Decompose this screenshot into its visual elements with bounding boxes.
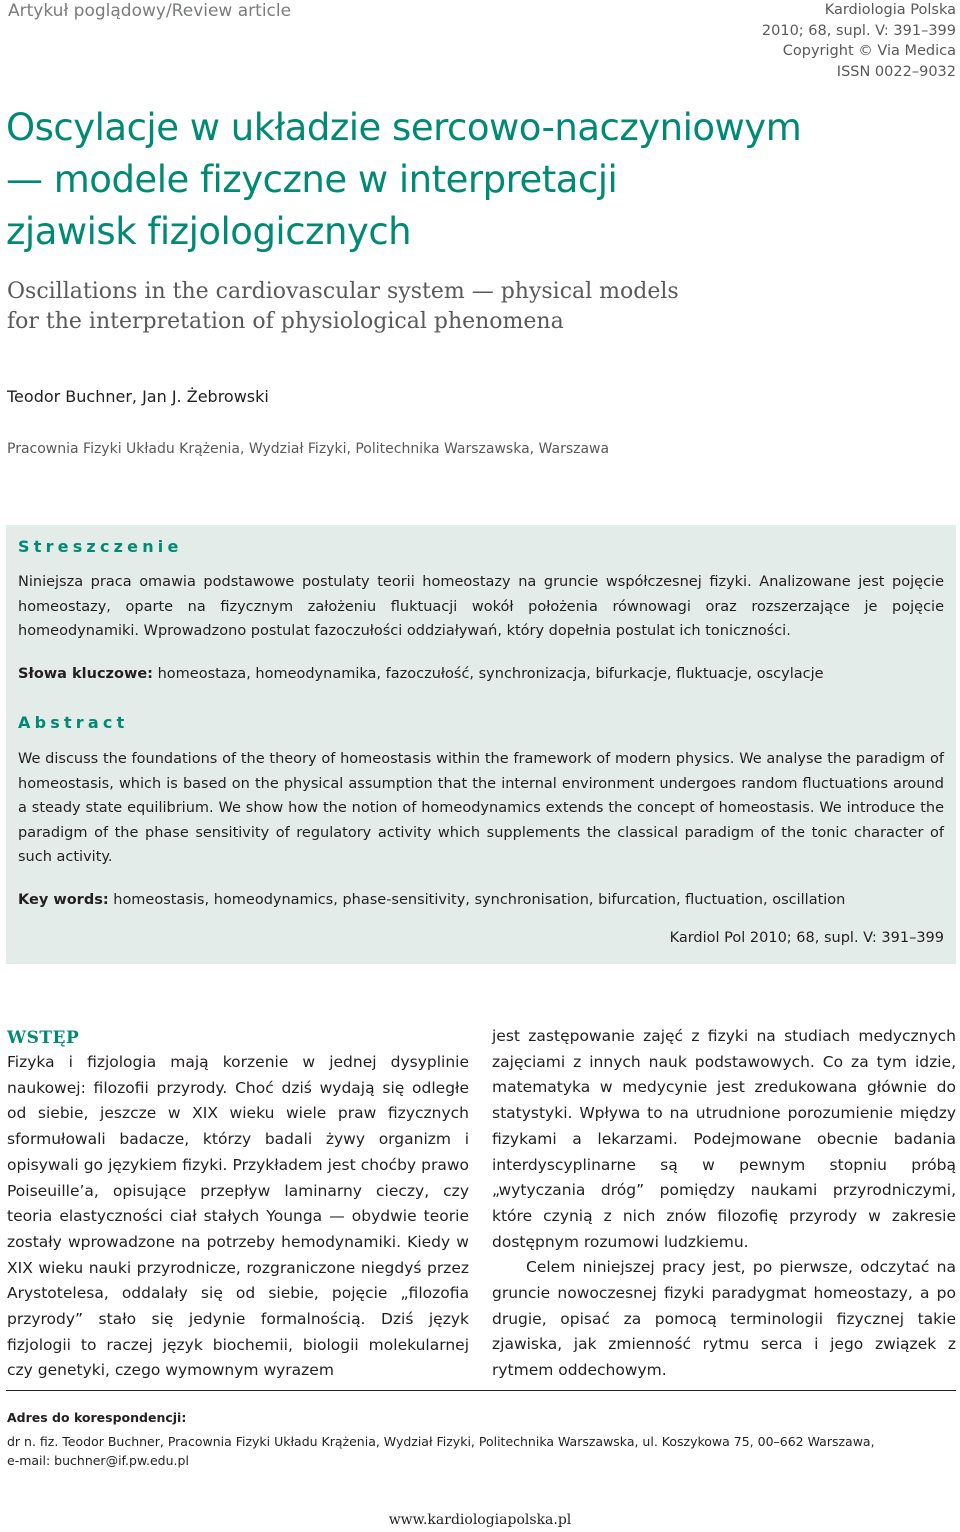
correspondence-label: Adres do korespondencji: [7, 1410, 187, 1425]
intro-left-column [7, 1050, 469, 1384]
authors: Teodor Buchner, Jan J. Żebrowski [7, 387, 269, 406]
keywords-list: homeostaza, homeodynamika, fazoczułość, synchronizacja, bifurkacje, fluktuacje, oscylacje [157, 666, 824, 682]
title-line: — modele fizyczne w interpretacji [6, 158, 618, 201]
english-keywords [18, 888, 944, 912]
intro-paragraph: jest zastępowanie zajęć z fizyki na studiach medycznych zajęciami z innych nauk podstawowych. Co za tym idzie, matematyka w medycynie jest zredukowana głównie do statystyki. Wpływa to na utrudnione porozumienie między fizykami a lekarzami. Podejmowane obecnie badania interdyscyplinarne są w pewnym stopniu próbą „wytyczania dróg” pomiędzy naukami przyrodniczymi, które czynią z nich znów filozofię przyrody w zakresie dostępnym rozumowi ludzkiemu. [492, 1027, 956, 1251]
intro-paragraph: Celem niniejszej pracy jest, po pierwsze, odczytać na gruncie nowoczesnej fizyki paradygmat homeostazy, a po drugie, opisać za pomocą terminologii fizycznej takie zjawiska, jak zmienność rytmu serca i jego związek z rytmem oddechowym. [492, 1258, 956, 1380]
keywords-label: Key words: [18, 892, 109, 908]
polish-keywords [18, 662, 944, 686]
intro-heading: WSTĘP [7, 1028, 80, 1048]
article-type: Artykuł poglądowy/Review article [8, 1, 292, 21]
streszczenie-heading: Streszczenie [18, 537, 183, 556]
abstract-heading: Abstract [18, 713, 129, 732]
correspondence-address [7, 1432, 947, 1470]
intro-paragraph: Fizyka i fizjologia mają korzenie w jednej dysyplinie naukowej: filozofii przyrody. Choć dziś wydają się odległe od siebie, jeszcze w XIX wieku wiele praw fizycznych sformułowali badacze, którzy badali żywy organizm i opisywali go językiem fizyki. Przykładem jest choćby prawo Poiseuille’a, opisujące przepływ laminarny cieczy, czy teoria elastyczności ciał stałych Younga — obydwie teorie zostały wprowadzone na potrzeby hemodynamiki. Kiedy w XIX wieku nauki przyrodnicze, rozgraniczone niegdyś przez Arystotelesa, oddalały się od siebie, pojęcie „filozofia przyrody” stało się jedynie formalnością. Dziś język fizjologii to raczej język biochemii, biologii molekularnej czy genetyki, czego wymownym wyrazem [7, 1053, 469, 1380]
journal-meta [762, 0, 956, 82]
affiliation: Pracownia Fizyki Układu Krążenia, Wydział Fizyki, Politechnika Warszawska, Warszawa [7, 441, 610, 457]
journal-copyright: Copyright © Via Medica [782, 43, 956, 59]
english-title [7, 277, 947, 337]
citation: Kardiol Pol 2010; 68, supl. V: 391–399 [669, 930, 944, 946]
intro-right-column [492, 1024, 956, 1384]
subtitle-line: for the interpretation of physiological phenomena [7, 309, 564, 334]
journal-name: Kardiologia Polska [824, 2, 956, 18]
title-line: Oscylacje w układzie sercowo-naczyniowym [6, 106, 802, 149]
footer-url: www.kardiologiapolska.pl [388, 1512, 572, 1528]
keywords-label: Słowa kluczowe: [18, 666, 153, 682]
subtitle-line: Oscillations in the cardiovascular system — physical models [7, 279, 679, 304]
keywords-list: homeostasis, homeodynamics, phase-sensitivity, synchronisation, bifurcation, fluctuation, oscillation [113, 892, 846, 908]
correspondence-email: e-mail: buchner@if.pw.edu.pl [7, 1453, 189, 1468]
journal-issn: ISSN 0022–9032 [836, 63, 956, 80]
abstract-box [6, 525, 956, 964]
streszczenie-text: Niniejsza praca omawia podstawowe postulaty teorii homeostazy na gruncie współczesnej fizyki. Analizowane jest pojęcie homeostazy, oparte na fizycznym założeniu fluktuacji wokół położenia równowagi oraz rozszerzające je pojęcie homeodynamiki. Wprowadzono postulat fazoczułości oddziaływań, który dopełnia postulat ich toniczności. [18, 574, 944, 639]
page-title [6, 102, 946, 258]
journal-volume: 2010; 68, supl. V: 391–399 [761, 22, 956, 39]
correspondence-line: dr n. fiz. Teodor Buchner, Pracownia Fizyki Układu Krążenia, Wydział Fizyki, Politechnika Warszawska, ul. Koszykowa 75, 00–662 Warszawa, [7, 1434, 875, 1449]
abstract-text: We discuss the foundations of the theory of homeostasis within the framework of modern physics. We analyse the paradigm of homeostasis, which is based on the physical assumption that the internal environment undergoes random fluctuations around a steady state equilibrium. We show how the notion of homeodynamics extends the concept of homeostasis. We introduce the paradigm of the phase sensitivity of regulatory activity which supplements the classical paradigm of the tonic character of such activity. [18, 751, 944, 865]
footer-divider [6, 1390, 956, 1391]
title-line: zjawisk fizjologicznych [6, 210, 412, 253]
